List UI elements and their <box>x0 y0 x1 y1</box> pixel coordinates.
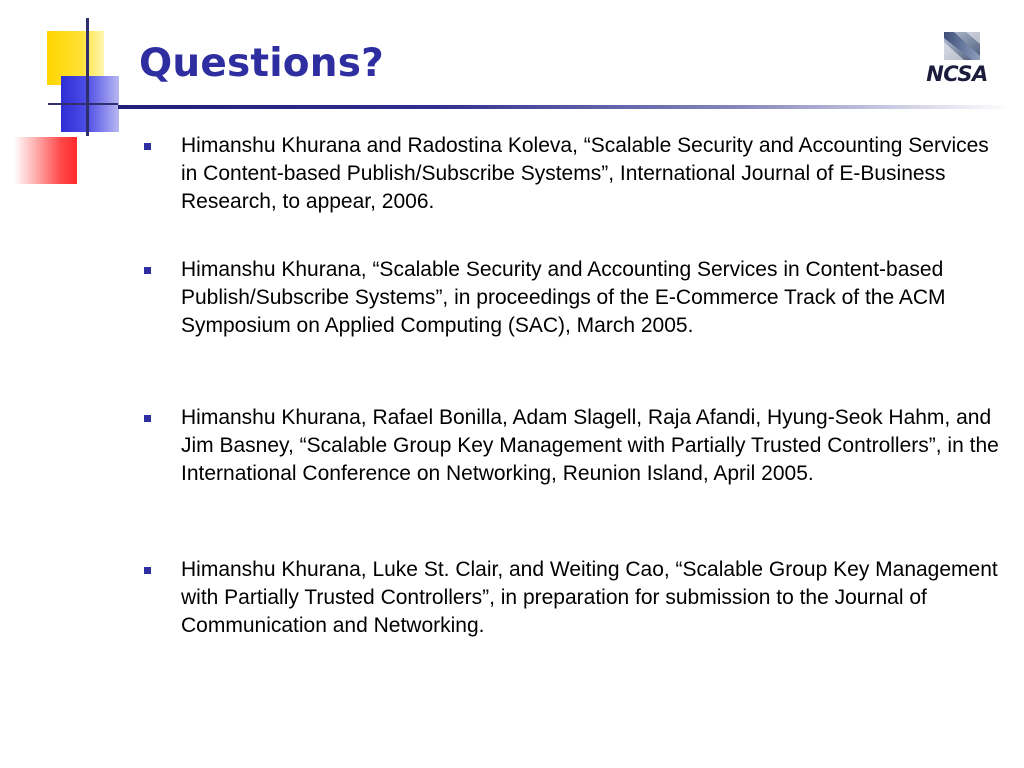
slide-title: Questions? <box>139 41 384 86</box>
bullet-icon <box>144 267 151 274</box>
reference-text: Himanshu Khurana, “Scalable Security and Accounting Services in Content-based Publish/Subscribe Systems”, in proceedings of the E-Commerce Track of the ACM Symposium on Applied Computing (SAC), March 2005. <box>181 258 946 337</box>
reference-text: Himanshu Khurana and Radostina Koleva, “Scalable Security and Accounting Services in Content-based Publish/Subscribe Systems”, International Journal of E-Business Research, to appear, 2006. <box>181 134 989 213</box>
reference-item <box>181 256 1001 340</box>
ncsa-logo-text: NCSA <box>926 62 988 86</box>
reference-text: Himanshu Khurana, Rafael Bonilla, Adam Slagell, Raja Afandi, Hyung-Seok Hahm, and Jim Basney, “Scalable Group Key Management with Partially Trusted Controllers”, in the International Conference on Networking, Reunion Island, April 2005. <box>181 406 999 485</box>
ncsa-logo <box>916 30 998 88</box>
reference-text: Himanshu Khurana, Luke St. Clair, and Weiting Cao, “Scalable Group Key Management with Partially Trusted Controllers”, in preparation for submission to the Journal of Communication and Networking. <box>181 558 998 637</box>
reference-item <box>181 556 1001 640</box>
bullet-icon <box>144 567 151 574</box>
decor-red-square <box>14 137 77 184</box>
reference-item <box>181 404 1001 488</box>
bullet-icon <box>144 143 151 150</box>
title-underline <box>118 105 1010 109</box>
decor-horizontal-line <box>48 103 118 105</box>
bullet-icon <box>144 415 151 422</box>
decor-vertical-line <box>86 18 89 136</box>
ncsa-logo-icon <box>942 30 982 62</box>
reference-item <box>181 132 1001 216</box>
